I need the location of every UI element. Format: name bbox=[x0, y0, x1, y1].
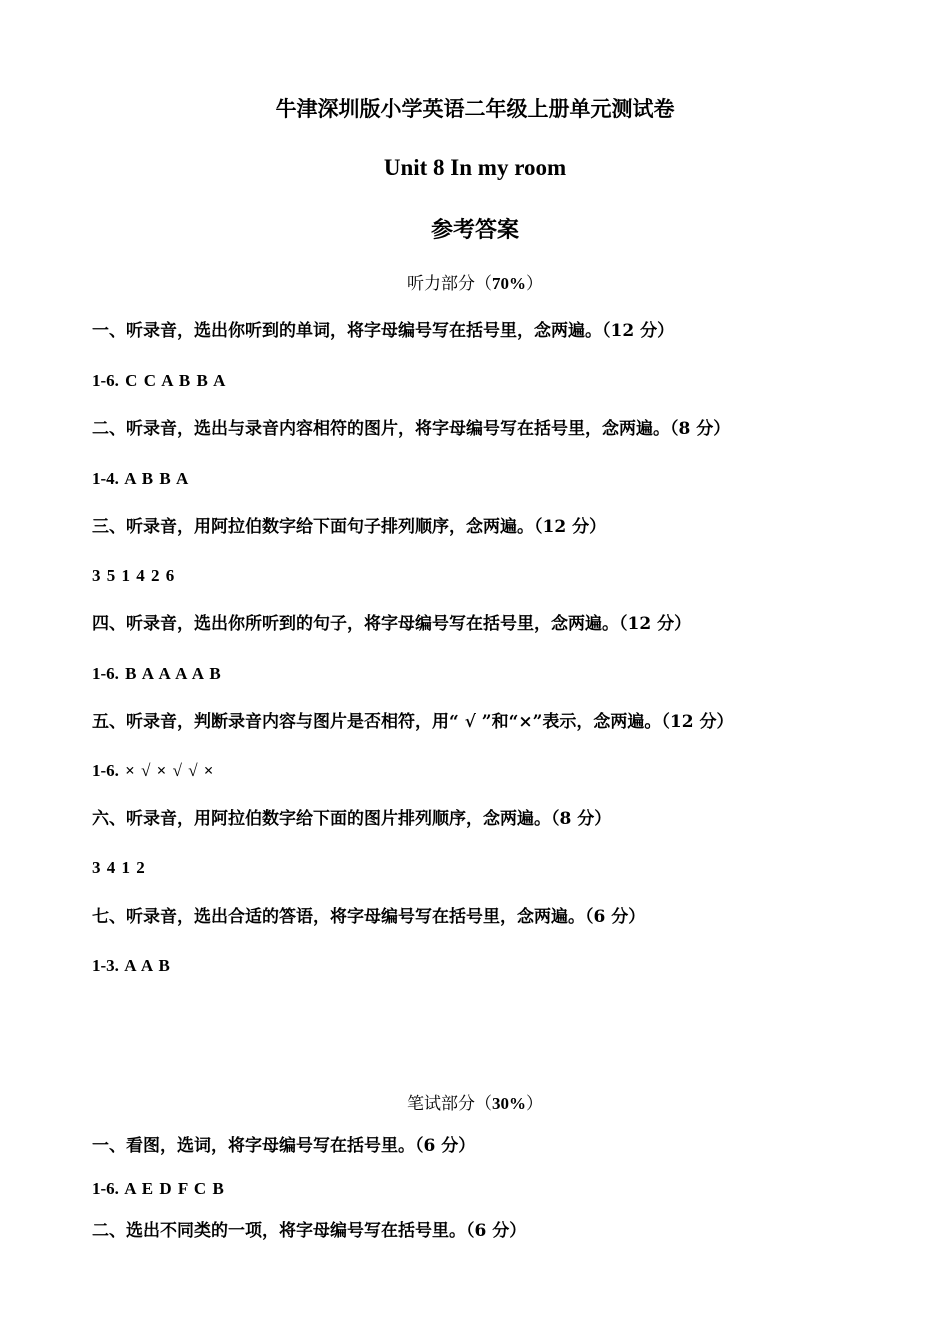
document-title: 牛津深圳版小学英语二年级上册单元测试卷 bbox=[275, 96, 675, 121]
listening-question-4: 四、听录音，选出你所听到的句子，将字母编号写在括号里，念两遍。（12 分） bbox=[92, 614, 692, 634]
unit-title: Unit 8 In my room bbox=[383, 155, 567, 180]
listening-answer-2: 1-4. A B B A bbox=[92, 469, 189, 488]
listening-answer-4: 1-6. B A A A A B bbox=[92, 664, 221, 683]
listening-answer-7: 1-3. A A B bbox=[92, 956, 170, 975]
listening-question-1: 一、听录音，选出你听到的单词，将字母编号写在括号里，念两遍。（12 分） bbox=[92, 321, 675, 341]
listening-question-2: 二、听录音，选出与录音内容相符的图片，将字母编号写在括号里，念两遍。（8 分） bbox=[92, 419, 731, 439]
listening-section-heading: 听力部分（70%） bbox=[407, 274, 543, 294]
written-question-2: 二、选出不同类的一项，将字母编号写在括号里。（6 分） bbox=[92, 1221, 527, 1241]
answer-key-heading: 参考答案 bbox=[430, 217, 519, 243]
written-question-1: 一、看图，选词，将字母编号写在括号里。（6 分） bbox=[92, 1136, 476, 1156]
listening-question-3: 三、听录音，用阿拉伯数字给下面句子排列顺序，念两遍。（12 分） bbox=[92, 517, 607, 537]
listening-answer-1: 1-6. C C A B B A bbox=[92, 371, 226, 390]
listening-answer-5: 1-6. × √ × √ √ × bbox=[92, 761, 214, 780]
listening-question-5: 五、听录音，判断录音内容与图片是否相符，用“ √ ”和“×”表示，念两遍。（12 分） bbox=[92, 712, 734, 732]
listening-question-6: 六、听录音，用阿拉伯数字给下面的图片排列顺序，念两遍。（8 分） bbox=[92, 809, 612, 829]
written-section-heading: 笔试部分（30%） bbox=[407, 1094, 543, 1114]
listening-answer-3: 3 5 1 4 2 6 bbox=[92, 566, 175, 585]
written-answer-1: 1-6. A E D F C B bbox=[92, 1179, 224, 1198]
listening-answer-6: 3 4 1 2 bbox=[92, 858, 145, 877]
listening-question-7: 七、听录音，选出合适的答语，将字母编号写在括号里，念两遍。（6 分） bbox=[92, 907, 646, 927]
